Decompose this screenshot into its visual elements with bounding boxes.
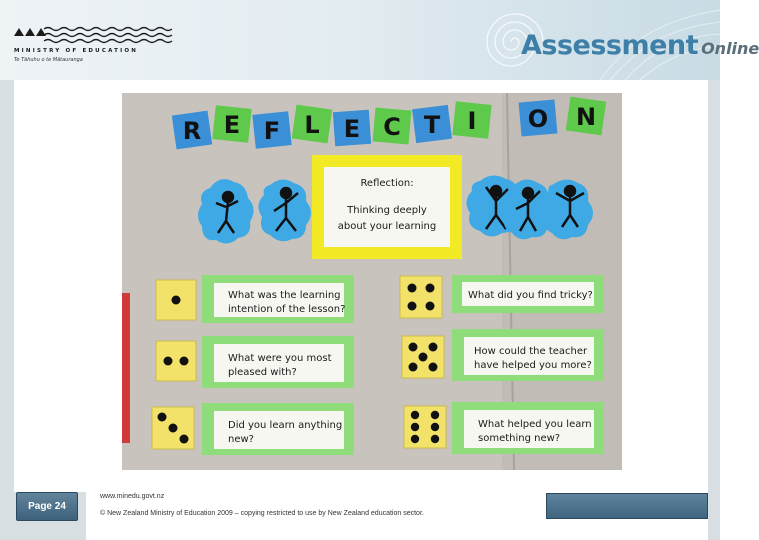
card-question-line-1: What helped you learn [478,419,592,430]
banner-letter: C [383,113,401,141]
site-header [0,0,759,80]
brand-secondary: Online [701,39,759,58]
ministry-logo[interactable] [14,26,164,70]
card-question-line-1: What was the learning [228,290,341,301]
banner-tile [292,105,332,144]
banner-tile [452,101,491,139]
footer-decor-bar [546,493,708,519]
reflection-wall-photo [122,93,622,470]
ministry-name: MINISTRY OF EDUCATION [14,48,138,54]
die-pips [172,296,181,305]
banner-letter: O [527,105,549,133]
reflection-row [152,403,354,455]
card-question-line-1: What were you most [228,353,332,364]
poster-title: Reflection: [360,178,414,189]
reflection-row [404,402,604,454]
assessment-online-logo[interactable] [521,30,759,61]
banner-tile [212,105,251,143]
banner-tile [566,97,606,136]
poster-line-1: Thinking deeply [347,205,427,216]
card-question-line-1: How could the teacher [474,346,588,357]
left-gutter [0,80,14,540]
banner-tile [519,99,558,136]
reflection-row [156,336,354,388]
wave-lines-icon [44,26,174,44]
card-question-line-1: Did you learn anything [228,420,343,431]
banner-letter: E [343,115,361,143]
reflection-row [402,329,604,381]
reflection-row [156,275,354,323]
ministry-maori-name: Te Tāhuhu o te Mātauranga [14,57,83,63]
banner-letter: L [304,111,320,139]
banner-tile [252,111,291,149]
mountain-triangles-icon [14,26,46,36]
card-question-line-2: new? [228,434,254,445]
footer-url-link[interactable]: www.minedu.govt.nz [100,493,165,500]
banner-tile [412,105,452,143]
footer-copyright: © New Zealand Ministry of Education 2009 – copying restricted to use by New Zealand education sector. [100,510,424,517]
figure-cutout [258,179,311,241]
banner-tile [373,107,412,144]
banner-letter: I [467,107,477,135]
brand-primary: Assessment [521,30,699,61]
poster-line-2: about your learning [337,221,437,232]
card-question-line-1: What did you find tricky? [468,290,593,301]
card-question-line-2: intention of the lesson? [228,304,346,315]
banner-letter: T [423,111,441,139]
reflection-row [400,275,604,318]
banner-letter: N [575,103,597,131]
reflection-poster [312,155,462,259]
card-question-line-2: pleased with? [228,367,297,378]
banner-letter: F [263,117,281,145]
banner-letter: R [182,117,202,145]
page-number-badge: Page 24 [16,492,78,521]
banner-letter: E [223,111,241,139]
card-question-line-2: have helped you more? [474,360,592,371]
right-gutter [708,80,720,540]
figure-cutout [542,179,593,239]
card-question-line-2: something new? [478,433,561,444]
banner-tile [172,111,212,150]
banner-tile [333,110,371,146]
